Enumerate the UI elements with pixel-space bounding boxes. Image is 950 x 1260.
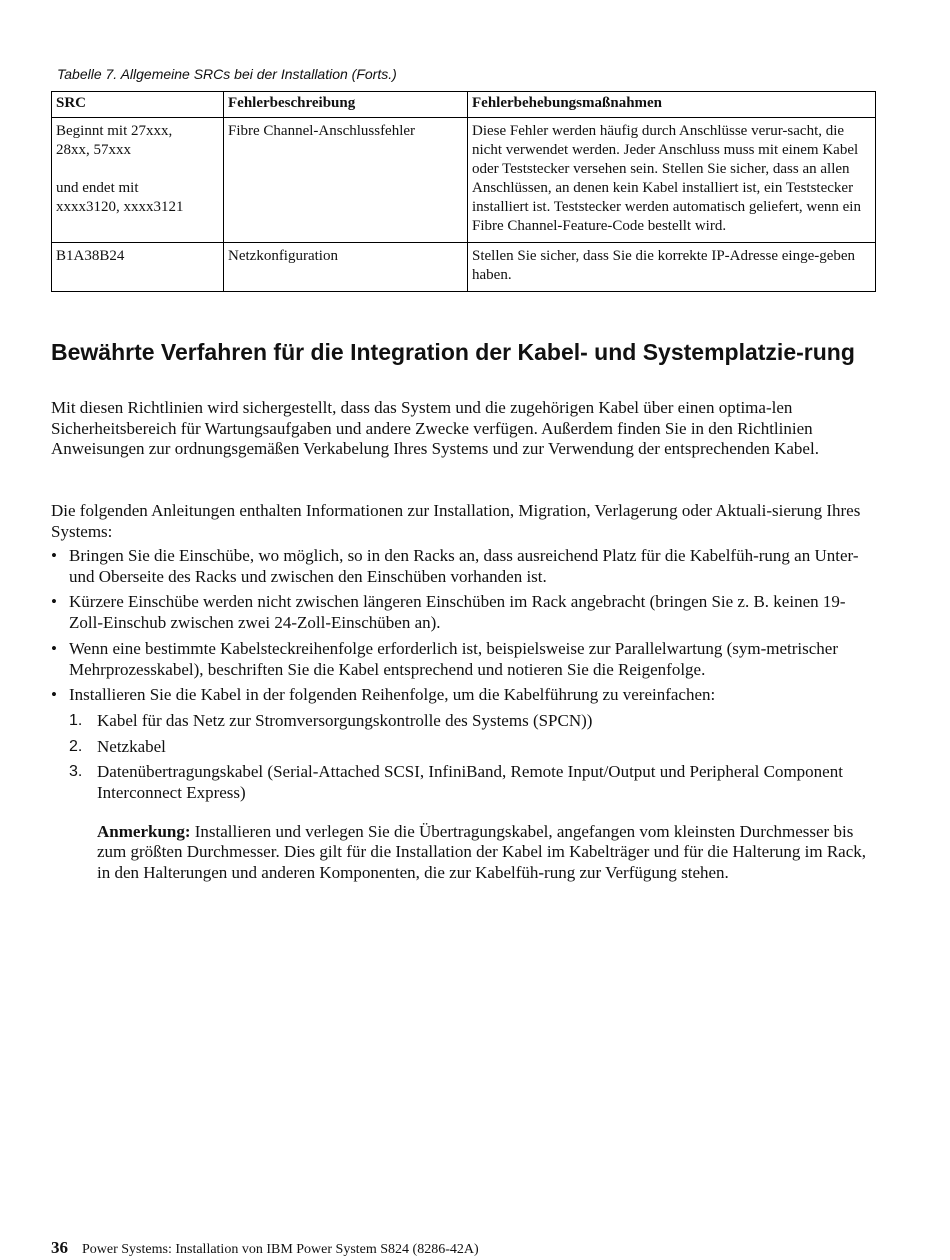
step-text: Netzkabel: [97, 736, 166, 756]
footer-title: Power Systems: Installation von IBM Power System S824 (8286-42A): [82, 1242, 479, 1257]
cell-description: Fibre Channel-Anschlussfehler: [224, 118, 468, 243]
src-line: xxxx3120, xxxx3121: [56, 199, 184, 215]
list-item-text: Installieren Sie die Kabel in der folgenden Reihenfolge, um die Kabelführung zu vereinfachen:: [69, 685, 716, 705]
section-heading: Bewährte Verfahren für die Integration der Kabel- und Systemplatzie-rung: [51, 339, 855, 365]
list-item-text: Wenn eine bestimmte Kabelsteckreihenfolge erforderlich ist, beispielsweise zur Parallelwartung (sym-metrischer Mehrprozesskabel), beschriften Sie die Kabel entsprechend und notieren Sie die Reigenfolge.: [69, 638, 839, 679]
cell-src: [52, 118, 224, 243]
lead-paragraph: Die folgenden Anleitungen enthalten Informationen zur Installation, Migration, Verlagerung oder Aktuali-sierung Ihres Systems:: [51, 501, 861, 541]
bullet-marker: •: [51, 685, 57, 705]
cell-action: Stellen Sie sicher, dass Sie die korrekte IP-Adresse einge-geben haben.: [468, 243, 876, 292]
page-footer: [51, 1238, 479, 1258]
cell-description: Netzkonfiguration: [224, 243, 468, 292]
src-line: 28xx, 57xxx: [56, 142, 131, 158]
step-number: 1.: [69, 711, 83, 729]
cell-src: B1A38B24: [52, 243, 224, 292]
step-number: 2.: [69, 737, 83, 755]
intro-paragraph: Mit diesen Richtlinien wird sichergestellt, dass das System und die zugehörigen Kabel über einen optima-len Sicherheitsbereich für Wartungsaufgaben und andere Zwecke verfügen. Außerdem finden Sie in den Richtlinien Anweisungen zur ordnungsgemäßen Verkabelung Ihres Systems und zur Verwendung der entsprechenden Kabel.: [51, 398, 819, 459]
note-label: Anmerkung:: [97, 821, 191, 841]
step-text: Datenübertragungskabel (Serial-Attached SCSI, InfiniBand, Remote Input/Output und Peripheral Component Interconnect Express): [97, 762, 843, 803]
table-row: [52, 243, 876, 292]
list-item-text: Bringen Sie die Einschübe, wo möglich, so in den Racks an, dass ausreichend Platz für die Kabelfüh-rung an Unter- und Oberseite des Racks und zwischen den Einschüben vorhanden ist.: [69, 546, 859, 586]
list-item: [51, 685, 876, 884]
step-text: Kabel für das Netz zur Stromversorgungskontrolle des Systems (SPCN)): [97, 710, 593, 730]
note: [97, 822, 876, 884]
step-item: [51, 737, 876, 758]
step-number: 3.: [69, 763, 83, 781]
list-item: [51, 592, 876, 633]
bullet-marker: •: [51, 638, 57, 658]
table-caption: Tabelle 7. Allgemeine SRCs bei der Installation (Forts.): [57, 66, 397, 82]
guideline-list: [51, 546, 876, 889]
header-src: SRC: [52, 92, 224, 118]
step-item: [51, 762, 876, 884]
cell-action: Diese Fehler werden häufig durch Anschlüsse verur-sacht, die nicht verwendet werden. Jeder Anschluss muss mit einem Kabel oder Teststecker versehen sein. Stellen Sie sicher, dass an allen Anschlüssen, an denen kein Kabel installiert ist, ein Teststecker installiert ist. Teststecker werden automatisch geliefert, wenn ein Fibre Channel-Feature-Code bestellt wird.: [468, 118, 876, 243]
header-action: Fehlerbehebungsmaßnahmen: [468, 92, 876, 118]
src-line: und endet mit: [56, 180, 139, 196]
table-row: [52, 118, 876, 243]
table-header-row: [52, 92, 876, 118]
bullet-marker: •: [51, 592, 57, 612]
list-item: [51, 546, 876, 587]
step-item: [51, 711, 876, 732]
list-item-text: Kürzere Einschübe werden nicht zwischen längeren Einschüben im Rack angebracht (bringen Sie z. B. keinen 19-Zoll-Einschub zwischen zwei 24-Zoll-Einschüben an).: [69, 592, 846, 633]
note-text: Installieren und verlegen Sie die Übertragungskabel, angefangen vom kleinsten Durchmesser bis zum größten Durchmesser. Dies gilt für die Installation der Kabel im Kabelträger und für die Halterung im Rack, in den Halterungen und anderen Komponenten, die zur Kabelfüh-rung zur Verfügung stehen.: [97, 821, 867, 883]
src-line: Beginnt mit 27xxx,: [56, 123, 173, 139]
page-number: 36: [51, 1238, 68, 1257]
header-description: Fehlerbeschreibung: [224, 92, 468, 118]
src-table: [51, 91, 876, 292]
list-item: [51, 639, 876, 680]
bullet-marker: •: [51, 546, 57, 565]
cable-order-list: [69, 711, 876, 884]
